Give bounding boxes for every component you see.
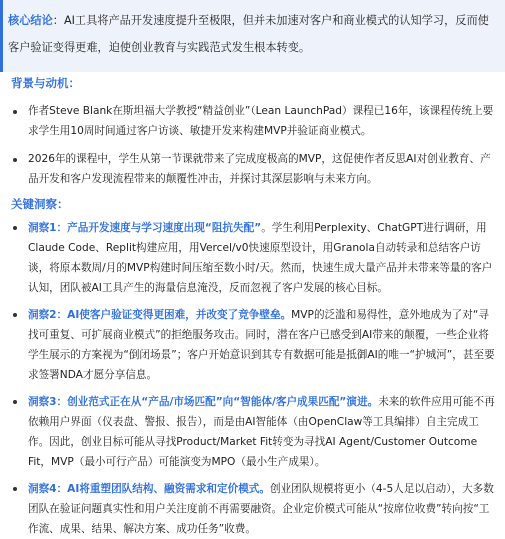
- insight-item: [0, 218, 505, 298]
- bullet-dot: [13, 313, 17, 317]
- bullet-dot: [13, 487, 17, 491]
- insight-headline: 产品开发速度与学习速度出现“阻抗失配”: [67, 222, 262, 234]
- insights-list: [0, 218, 505, 539]
- insight-headline: AI使客户验证变得更困难，并改变了竞争壁垒。: [67, 309, 292, 321]
- core-conclusion-box: [0, 0, 505, 72]
- insight-item: [0, 479, 505, 539]
- insight-item: [0, 392, 505, 472]
- bullet-dot: [13, 158, 17, 162]
- insight-body: 未来的软件应用可能不再依赖用户界面（仪表盘、警报、报告），而是由AI智能体（由OpenClaw等工具编排）自主完成工作。因此，创业目标可能从寻找Product/Market Fit转变为寻找AI Agent/Customer Outcome Fit，MVP（最小可行产品）可能演变为MPO（最小生产成果）。: [28, 396, 495, 468]
- list-item-text: 2026年的课程中，学生从第一节课就带来了完成度极高的MVP，这促使作者反思AI对创业教育、产品开发和客户发现流程带来的颠覆性冲击，并探讨其深层影响与未来方向。: [28, 153, 491, 185]
- list-item-text: 作者Steve Blank在斯坦福大学教授“精益创业”（Lean LaunchPad）课程已16年，该课程传统上要求学生用10周时间通过客户访谈、敏捷开发来构建MVP并验证商业模式。: [28, 105, 494, 137]
- insight-headline: 创业范式正在从“产品/市场匹配”向“智能体/客户成果匹配”演进。: [67, 396, 379, 408]
- bullet-dot: [13, 110, 17, 114]
- insight-tag: 洞察2：: [28, 309, 68, 321]
- core-conclusion-label: 核心结论: [8, 14, 53, 27]
- bullet-dot: [13, 400, 17, 404]
- core-conclusion-body: ：AI工具将产品开发速度提升至极限，但并未加速对客户和商业模式的认知学习，反而使客户验证变得更难，迫使创业教育与实践范式发生根本转变。: [8, 14, 489, 54]
- list-item: [0, 102, 505, 141]
- core-conclusion-text: [8, 7, 497, 61]
- list-item: [0, 150, 505, 189]
- insights-heading: 关键洞察：: [11, 197, 69, 211]
- insight-headline: AI将重塑团队结构、融资需求和定价模式。: [67, 483, 270, 495]
- insight-tag: 洞察3：: [28, 396, 68, 408]
- insight-body: 。学生利用Perplexity、ChatGPT进行调研，用Claude Code、Replit构建应用，用Vercel/v0快速原型设计，用Granola自动转录和总结客户访谈，将原本数周/月的MVP构建时间压缩至数小时/天。然而，快速生成大量产品并未带来等量的客户认知，团队被AI工具产生的海量信息淹没，反而忽视了客户发展的核心目标。: [28, 222, 493, 294]
- insight-body: 创业团队规模将更小（4-5人足以启动），大多数团队在验证问题真实性和用户关注度前不再需要融资。企业定价模式可能从“按席位收费”转向按“工作流、成果、结果、解决方案、成功任务”收费。: [28, 483, 494, 535]
- bullet-dot: [13, 226, 17, 230]
- conclusion-accent-bar: [0, 0, 3, 72]
- insight-item: [0, 305, 505, 385]
- insight-tag: 洞察1：: [28, 222, 68, 234]
- background-list: [0, 102, 505, 189]
- background-heading: 背景与动机：: [11, 76, 80, 90]
- insight-tag: 洞察4：: [28, 483, 68, 495]
- insight-body: MVP的泛滥和易得性，意外地成为了对“寻找可重复、可扩展商业模式”的拒绝服务攻击。同时，潜在客户已感受到AI带来的颠覆，一些企业将学生展示的方案视为“倒闭场景”；客户开始意识到其专有数据可能是抵御AI的唯一“护城河”，甚至要求签署NDA才愿分享信息。: [28, 309, 495, 381]
